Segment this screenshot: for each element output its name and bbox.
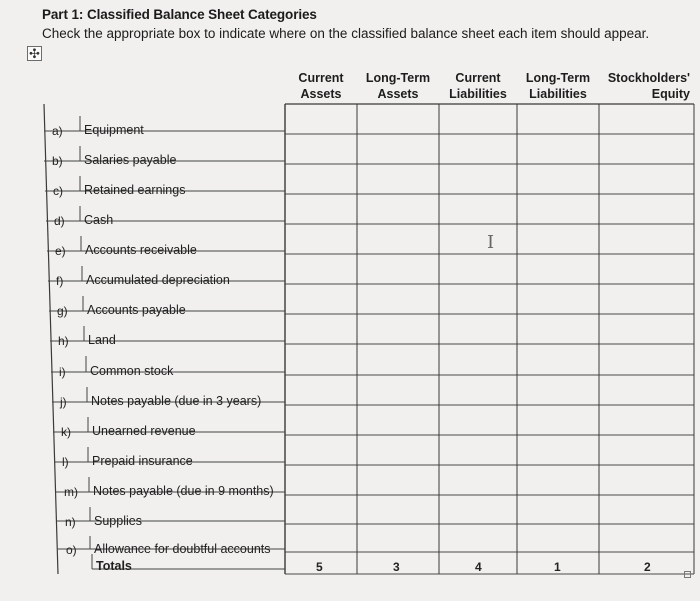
column-header: Stockholders' Equity — [607, 71, 690, 101]
row-label: Notes payable (due in 3 years) — [91, 394, 262, 408]
category-checkbox-cell[interactable] — [286, 225, 356, 253]
category-checkbox-cell[interactable] — [358, 466, 438, 494]
row-letter: n) — [65, 514, 76, 529]
row-label: Accumulated depreciation — [86, 273, 230, 287]
category-checkbox-cell[interactable] — [286, 466, 356, 494]
category-checkbox-cell[interactable] — [286, 105, 356, 133]
category-checkbox-cell[interactable] — [440, 195, 516, 223]
total-value: 5 — [316, 560, 323, 574]
category-checkbox-cell[interactable] — [518, 436, 598, 464]
category-checkbox-cell[interactable] — [600, 376, 693, 404]
category-checkbox-cell[interactable] — [518, 345, 598, 374]
row-label: Retained earnings — [84, 183, 186, 197]
category-checkbox-cell[interactable] — [600, 225, 693, 253]
category-checkbox-cell[interactable] — [440, 285, 516, 313]
total-value: 2 — [644, 560, 651, 574]
category-checkbox-cell[interactable] — [286, 285, 356, 313]
totals-label: Totals — [96, 559, 132, 573]
row-label: Supplies — [94, 513, 142, 528]
category-checkbox-cell[interactable] — [518, 195, 598, 223]
row-label: Cash — [84, 213, 114, 227]
category-checkbox-cell[interactable] — [518, 315, 598, 343]
total-value: 1 — [554, 560, 561, 574]
category-checkbox-cell[interactable] — [358, 195, 438, 223]
row-label: Prepaid insurance — [92, 454, 193, 468]
category-checkbox-cell[interactable] — [600, 525, 693, 551]
category-checkbox-cell[interactable] — [518, 225, 598, 253]
total-value: 4 — [475, 560, 482, 574]
category-checkbox-cell[interactable] — [440, 406, 516, 434]
page-title: Part 1: Classified Balance Sheet Categories — [42, 7, 317, 22]
row-letter: g) — [57, 304, 68, 318]
category-checkbox-cell[interactable] — [358, 496, 438, 523]
category-checkbox-cell[interactable] — [440, 165, 516, 193]
category-checkbox-cell[interactable] — [358, 105, 438, 133]
category-checkbox-cell[interactable] — [600, 255, 693, 283]
category-checkbox-cell[interactable] — [440, 376, 516, 404]
category-checkbox-cell[interactable] — [440, 225, 516, 253]
grid-line — [44, 104, 58, 574]
category-checkbox-cell[interactable] — [600, 436, 693, 464]
category-checkbox-cell[interactable] — [358, 525, 438, 551]
row-label: Accounts payable — [87, 303, 186, 317]
resize-corner-icon[interactable] — [684, 571, 691, 578]
category-checkbox-cell[interactable] — [358, 345, 438, 374]
category-checkbox-cell[interactable] — [286, 165, 356, 193]
column-header: Current Liabilities — [449, 71, 507, 101]
category-checkbox-cell[interactable] — [600, 496, 693, 523]
row-label: Salaries payable — [84, 153, 177, 167]
category-checkbox-cell[interactable] — [440, 436, 516, 464]
category-checkbox-cell[interactable] — [286, 255, 356, 283]
row-label: Unearned revenue — [92, 424, 196, 438]
row-letter: a) — [52, 124, 63, 138]
text-cursor-icon: I — [487, 232, 495, 253]
category-checkbox-cell[interactable] — [358, 285, 438, 313]
category-checkbox-cell[interactable] — [518, 135, 598, 163]
category-checkbox-cell[interactable] — [518, 496, 598, 523]
row-label: Accounts receivable — [85, 243, 197, 257]
category-checkbox-cell[interactable] — [600, 195, 693, 223]
category-checkbox-cell[interactable] — [600, 165, 693, 193]
category-checkbox-cell[interactable] — [358, 436, 438, 464]
row-letter: h) — [58, 334, 69, 348]
category-checkbox-cell[interactable] — [358, 376, 438, 404]
column-header: Long-Term Liabilities — [525, 71, 591, 101]
category-checkbox-cell[interactable] — [600, 315, 693, 343]
move-icon[interactable]: ✣ — [27, 46, 42, 61]
row-letter: m) — [64, 485, 78, 499]
category-checkbox-cell[interactable] — [518, 255, 598, 283]
category-checkbox-cell[interactable] — [518, 285, 598, 313]
row-label: Notes payable (due in 9 months) — [93, 484, 274, 498]
category-checkbox-cell[interactable] — [518, 466, 598, 494]
category-checkbox-cell[interactable] — [600, 466, 693, 494]
category-checkbox-cell[interactable] — [358, 315, 438, 343]
category-checkbox-cell[interactable] — [440, 345, 516, 374]
row-label: Equipment — [84, 123, 144, 137]
category-checkbox-cell[interactable] — [518, 376, 598, 404]
category-checkbox-cell[interactable] — [358, 135, 438, 163]
category-checkbox-cell[interactable] — [600, 285, 693, 313]
row-letter: o) — [66, 543, 77, 557]
row-letter: e) — [55, 244, 66, 258]
category-checkbox-cell[interactable] — [518, 105, 598, 133]
column-header: Long-Term Assets — [365, 71, 431, 101]
total-value: 3 — [393, 560, 400, 574]
column-header: Current Assets — [298, 71, 344, 101]
category-checkbox-cell[interactable] — [600, 345, 693, 374]
category-checkbox-cell[interactable] — [286, 436, 356, 464]
row-letter: b) — [52, 154, 63, 168]
row-letter: k) — [61, 425, 71, 439]
category-checkbox-cell[interactable] — [600, 105, 693, 133]
row-letter: d) — [54, 214, 65, 228]
row-letter: c) — [53, 184, 63, 198]
category-checkbox-cell[interactable] — [358, 406, 438, 434]
category-checkbox-cell[interactable] — [358, 225, 438, 253]
category-checkbox-cell[interactable] — [286, 406, 356, 434]
category-checkbox-cell[interactable] — [518, 406, 598, 434]
row-label: Common stock — [90, 363, 174, 378]
category-checkbox-cell[interactable] — [440, 496, 516, 523]
category-checkbox-cell[interactable] — [358, 165, 438, 193]
category-checkbox-cell[interactable] — [440, 466, 516, 494]
instructions: Check the appropriate box to indicate where on the classified balance sheet each item should appear. — [42, 26, 650, 41]
category-checkbox-cell[interactable] — [286, 345, 356, 374]
category-checkbox-cell[interactable] — [600, 135, 693, 163]
category-checkbox-cell[interactable] — [286, 195, 356, 223]
category-checkbox-cell[interactable] — [358, 255, 438, 283]
row-label: Allowance for doubtful accounts — [94, 542, 271, 556]
row-letter: f) — [56, 274, 64, 288]
category-checkbox-cell[interactable] — [286, 135, 356, 163]
category-checkbox-cell[interactable] — [286, 525, 356, 551]
row-label: Land — [88, 333, 116, 347]
row-letter: j) — [60, 395, 67, 409]
category-checkbox-cell[interactable] — [286, 315, 356, 343]
category-checkbox-cell[interactable] — [440, 135, 516, 163]
category-checkbox-cell[interactable] — [440, 255, 516, 283]
category-checkbox-cell[interactable] — [518, 525, 598, 551]
category-checkbox-cell[interactable] — [440, 105, 516, 133]
category-checkbox-cell[interactable] — [286, 496, 356, 523]
category-checkbox-cell[interactable] — [286, 376, 356, 404]
category-checkbox-cell[interactable] — [518, 165, 598, 193]
category-checkbox-cell[interactable] — [600, 406, 693, 434]
row-letter: i) — [59, 364, 66, 379]
category-checkbox-cell[interactable] — [440, 315, 516, 343]
category-checkbox-cell[interactable] — [440, 525, 516, 551]
row-letter: l) — [62, 455, 69, 469]
